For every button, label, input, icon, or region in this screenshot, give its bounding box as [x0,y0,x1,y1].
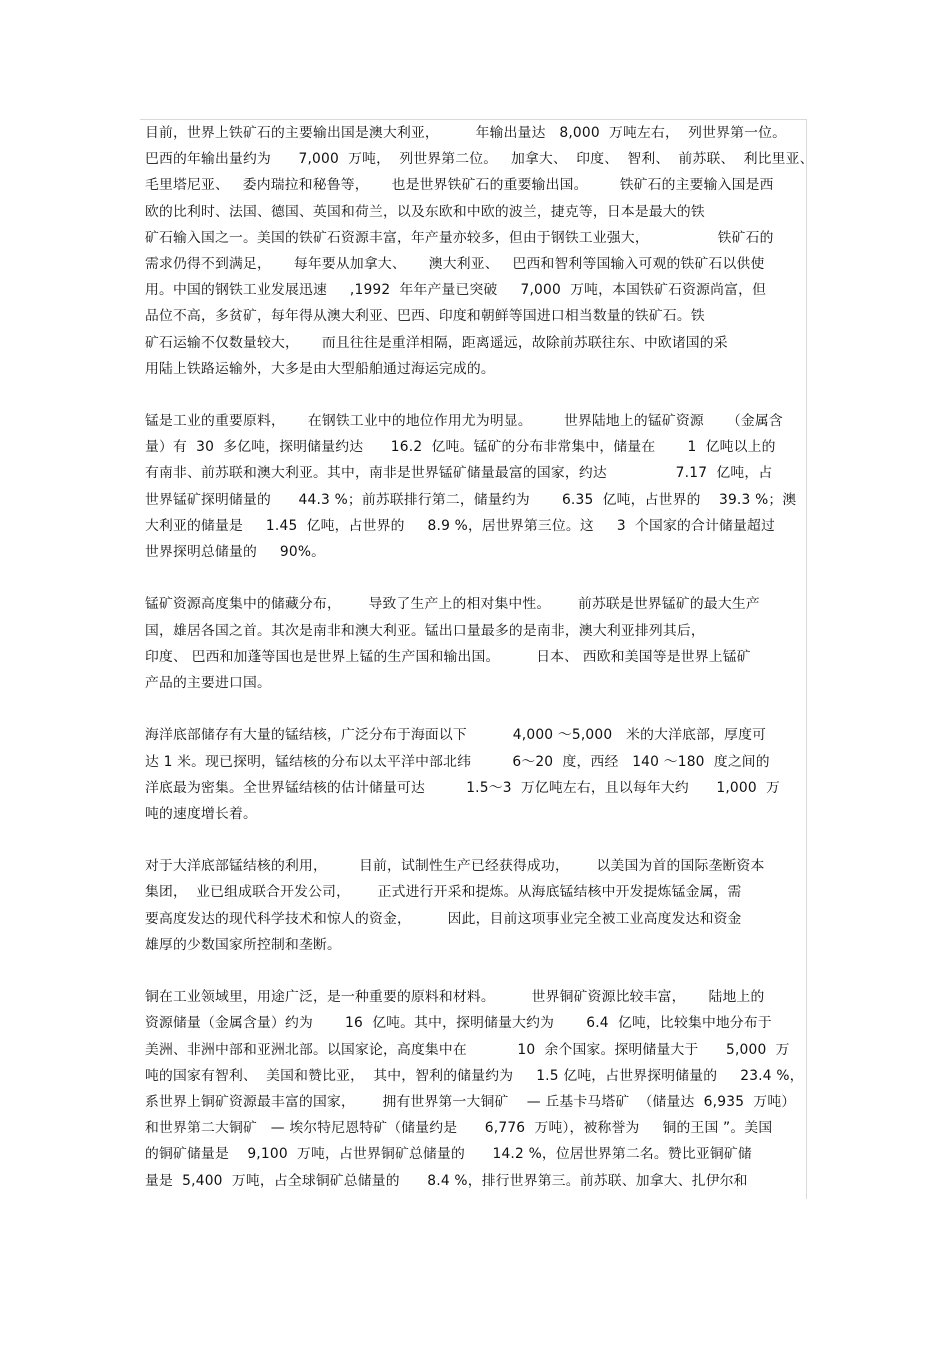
text-line: 系世界上铜矿资源最丰富的国家， 拥有世界第一大铜矿 — 丘基卡马塔矿 （储量达 6,935 万吨） [145,1093,796,1110]
paragraph-manganese-reserves [145,408,810,565]
text-line: 锰是工业的重要原料， 在钢铁工业中的地位作用尤为明显。 世界陆地上的锰矿资源 （金属含 [145,413,783,430]
paragraph-gap [145,958,810,984]
text-line: 毛里塔尼亚、 委内瑞拉和秘鲁等， 也是世界铁矿石的重要输出国。 铁矿石的主要输入国是西 [145,177,774,194]
text-line: 印度、 巴西和加蓬等国也是世界上锰的生产国和输出国。 日本、 西欧和美国等是世界上锰矿 [145,648,751,665]
text-line: 和世界第二大铜矿 — 埃尔特尼恩特矿（储量约是 6,776 万吨），被称誉为 铜的王国 ”。美国 [145,1120,773,1137]
paragraph-gap [145,827,810,853]
text-line: 雄厚的少数国家所控制和垄断。 [145,936,341,953]
text-line: 的铜矿储量是 9,100 万吨，占世界铜矿总储量的 14.2 %，位居世界第二名。赞比亚铜矿储 [145,1146,752,1163]
paragraph-gap [145,565,810,591]
text-line: 对于大洋底部锰结核的利用， 目前，试制性生产已经获得成功， 以美国为首的国际垄断资本 [145,858,765,875]
text-line: 品位不高，多贫矿，每年得从澳大利亚、巴西、印度和朝鲜等国进口相当数量的铁矿石。铁 [145,308,705,325]
text-line: 资源储量（金属含量）约为 16 亿吨。其中，探明储量大约为 6.4 亿吨，比较集中地分布于 [145,1015,772,1032]
text-line: 用。中国的钢铁工业发展迅速 ,1992 年年产量已突破 7,000 万吨，本国铁矿石资源尚富，但 [145,282,767,299]
text-line: 大利亚的储量是 1.45 亿吨，占世界的 8.9 %，居世界第三位。这 3 个国家的合计储量超过 [145,517,775,534]
text-line: 吨的速度增长着。 [145,805,257,822]
text-line: 有南非、前苏联和澳大利亚。其中，南非是世界锰矿储量最富的国家，约达 7.17 亿吨，占 [145,465,773,482]
text-line: 矿石输入国之一。美国的铁矿石资源丰富，年产量亦较多，但由于钢铁工业强大， 铁矿石的 [145,229,774,246]
text-line: 美洲、非洲中部和亚洲北部。以国家论，高度集中在 10 余个国家。探明储量大于 5,000 万 [145,1041,790,1058]
text-line: 世界探明总储量的 90%。 [145,544,326,560]
paragraph-gap [145,696,810,722]
text-line: 国，雄居各国之首。其次是南非和澳大利亚。锰出口量最多的是南非，澳大利亚排列其后， [145,622,705,639]
text-line: 铜在工业领域里，用途广泛，是一种重要的原料和材料。 世界铜矿资源比较丰富， 陆地上的 [145,989,765,1006]
paragraph-manganese-nodules [145,722,810,827]
text-line: 洋底最为密集。全世界锰结核的估计储量可达 1.5～3 万亿吨左右，且以每年大约 1,000 万 [145,779,781,796]
text-line: 目前，世界上铁矿石的主要输出国是澳大利亚， 年输出量达 8,000 万吨左右， 列世界第一位。 [145,125,787,141]
text-line: 需求仍得不到满足， 每年要从加拿大、 澳大利亚、 巴西和智利等国输入可观的铁矿石以供使 [145,255,765,272]
text-line: 产品的主要进口国。 [145,674,271,691]
paragraph-manganese-production [145,591,810,696]
paragraph-gap [145,382,810,408]
paragraph-copper [145,984,810,1194]
text-line: 世界锰矿探明储量的 44.3 %；前苏联排行第二，储量约为 6.35 亿吨，占世界的 39.3 %；澳 [145,491,797,508]
text-line: 用陆上铁路运输外，大多是由大型船舶通过海运完成的。 [145,360,495,377]
paragraph-iron-ore [145,120,814,382]
text-line: 巴西的年输出量约为 7,000 万吨， 列世界第二位。 加拿大、 印度、 智利、 前苏联、 利比里亚、 [145,151,814,168]
text-line: 量是 5,400 万吨，占全球铜矿总储量的 8.4 %，排行世界第三。前苏联、加拿大、扎伊尔和 [145,1172,748,1189]
text-line: 锰矿资源高度集中的储藏分布， 导致了生产上的相对集中性。 前苏联是世界锰矿的最大生产 [145,596,760,613]
text-line: 要高度发达的现代科学技术和惊人的资金， 因此，目前这项事业完全被工业高度发达和资金 [145,910,742,927]
text-line: 海洋底部储存有大量的锰结核，广泛分布于海面以下 4,000 ～5,000 米的大洋底部，厚度可 [145,727,767,744]
document-body [145,120,814,1194]
text-line: 量）有 30 多亿吨，探明储量约达 16.2 亿吨。锰矿的分布非常集中，储量在 1 亿吨以上的 [145,439,776,456]
text-line: 达 1 米。现已探明，锰结核的分布以太平洋中部北纬 6～20 度，西经 140 ～180 度之间的 [145,753,770,770]
text-line: 矿石运输不仅数量较大， 而且往往是重洋相隔，距离遥远，故除前苏联往东、中欧诸国的采 [145,334,728,351]
paragraph-nodule-utilization [145,853,810,958]
text-line: 吨的国家有智利、 美国和赞比亚， 其中，智利的储量约为 1.5 亿吨，占世界探明储量的 23.4 %， [145,1067,804,1084]
text-line: 欧的比利时、法国、德国、英国和荷兰，以及东欧和中欧的波兰，捷克等，日本是最大的铁 [145,203,705,220]
text-line: 集团， 业已组成联合开发公司， 正式进行开采和提炼。从海底锰结核中开发提炼锰金属，需 [145,884,742,901]
